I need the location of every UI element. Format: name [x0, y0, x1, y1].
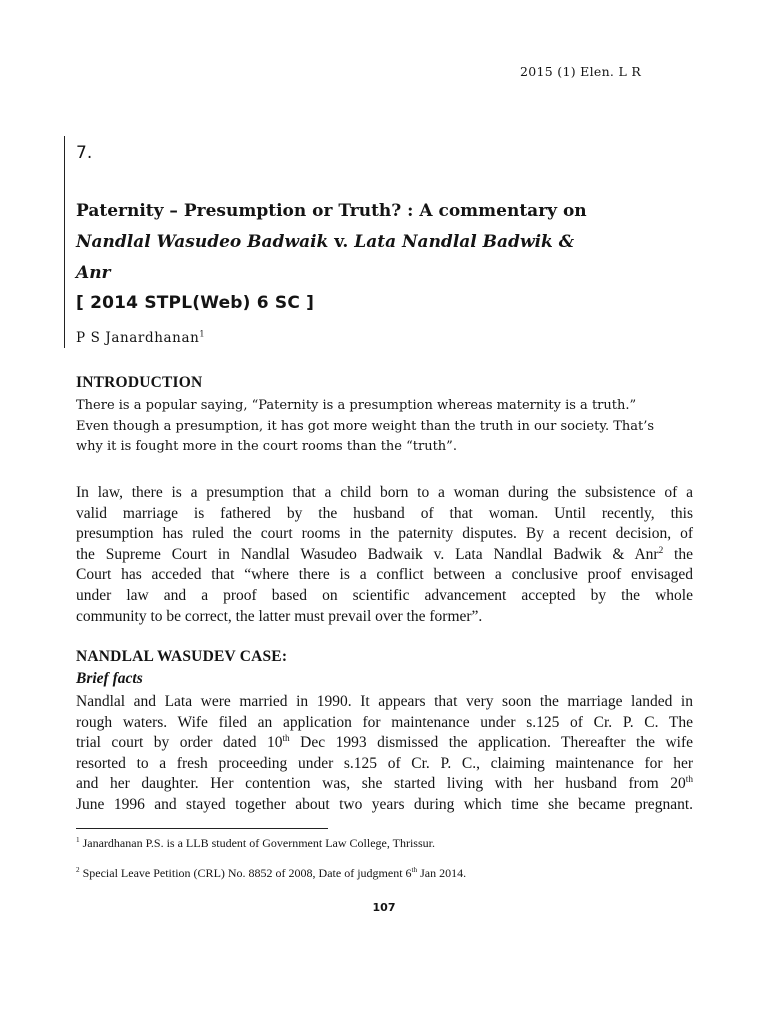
- page-number: 107: [372, 901, 396, 914]
- introduction-heading: INTRODUCTION: [76, 374, 203, 391]
- case-citation: [ 2014 STPL(Web) 6 SC ]: [76, 293, 315, 313]
- brief-facts-subheading: Brief facts: [76, 670, 143, 687]
- author-name: P S Janardhanan: [76, 330, 200, 346]
- introduction-paragraph-2: In law, there is a presumption that a child born to a woman during the subsistence of a valid marriage is fathered by the husband of that woman. Until recently, this presumption has ruled the court rooms in the paternity disputes. By a recent decision, of the Supreme Court in Nandlal Wasudeo Badwaik v. Lata Nandlal Badwik & Anr$^2$ the Court has acceded that “where there is a conflict between a conclusive proof envisaged under law and a proof based on scientific advancement accepted by the whole community to be correct, the latter must prevail over the former”.: [76, 484, 693, 625]
- title-line-2: [76, 227, 696, 258]
- title-party-1: Nandlal Wasudeo Badwaik: [76, 232, 329, 252]
- author-footnote-ref: 1: [199, 328, 206, 339]
- title-versus: v.: [334, 232, 349, 252]
- running-header: 2015 (1) Elen. L R: [520, 64, 642, 79]
- article-left-rule: [64, 136, 65, 348]
- introduction-paragraph-1: There is a popular saying, “Paternity is a presumption whereas maternity is a truth.” Even though a presumption, it has got more weight than the truth in our society. That’s why it is fought more in the court rooms than the “truth”.: [76, 398, 655, 455]
- title-party-2: Lata Nandlal Badwik &: [354, 232, 575, 252]
- footnote-separator: [76, 828, 328, 829]
- title-line-1: Paternity – Presumption or Truth? : A commentary on: [76, 201, 587, 221]
- footnote-2: $^2$ Special Leave Petition (CRL) No. 8852 of 2008, Date of judgment 6th Jan 2014.: [76, 866, 467, 880]
- author: [76, 330, 205, 346]
- footnote-ref-2: 2: [658, 545, 664, 556]
- case-section-heading: NANDLAL WASUDEV CASE:: [76, 648, 288, 665]
- title-line-3: Anr: [76, 263, 111, 283]
- article-number: 7.: [76, 143, 93, 163]
- article-title: [76, 196, 696, 289]
- brief-facts-paragraph: Nandlal and Lata were married in 1990. It appears that very soon the marriage landed in rough waters. Wife filed an application for maintenance under s.125 of Cr. P. C. The trial court by order dated 10th Dec 1993 dismissed the application. Thereafter the wife resorted to a fresh proceeding under s.125 of Cr. P. C., claiming maintenance for her and her daughter. Her contention was, she started living with her husband from 20th June 1996 and stayed together about two years during which time she became pregnant.: [76, 693, 694, 813]
- footnote-1: $^1$ Janardhanan P.S. is a LLB student of Government Law College, Thrissur.: [76, 836, 435, 850]
